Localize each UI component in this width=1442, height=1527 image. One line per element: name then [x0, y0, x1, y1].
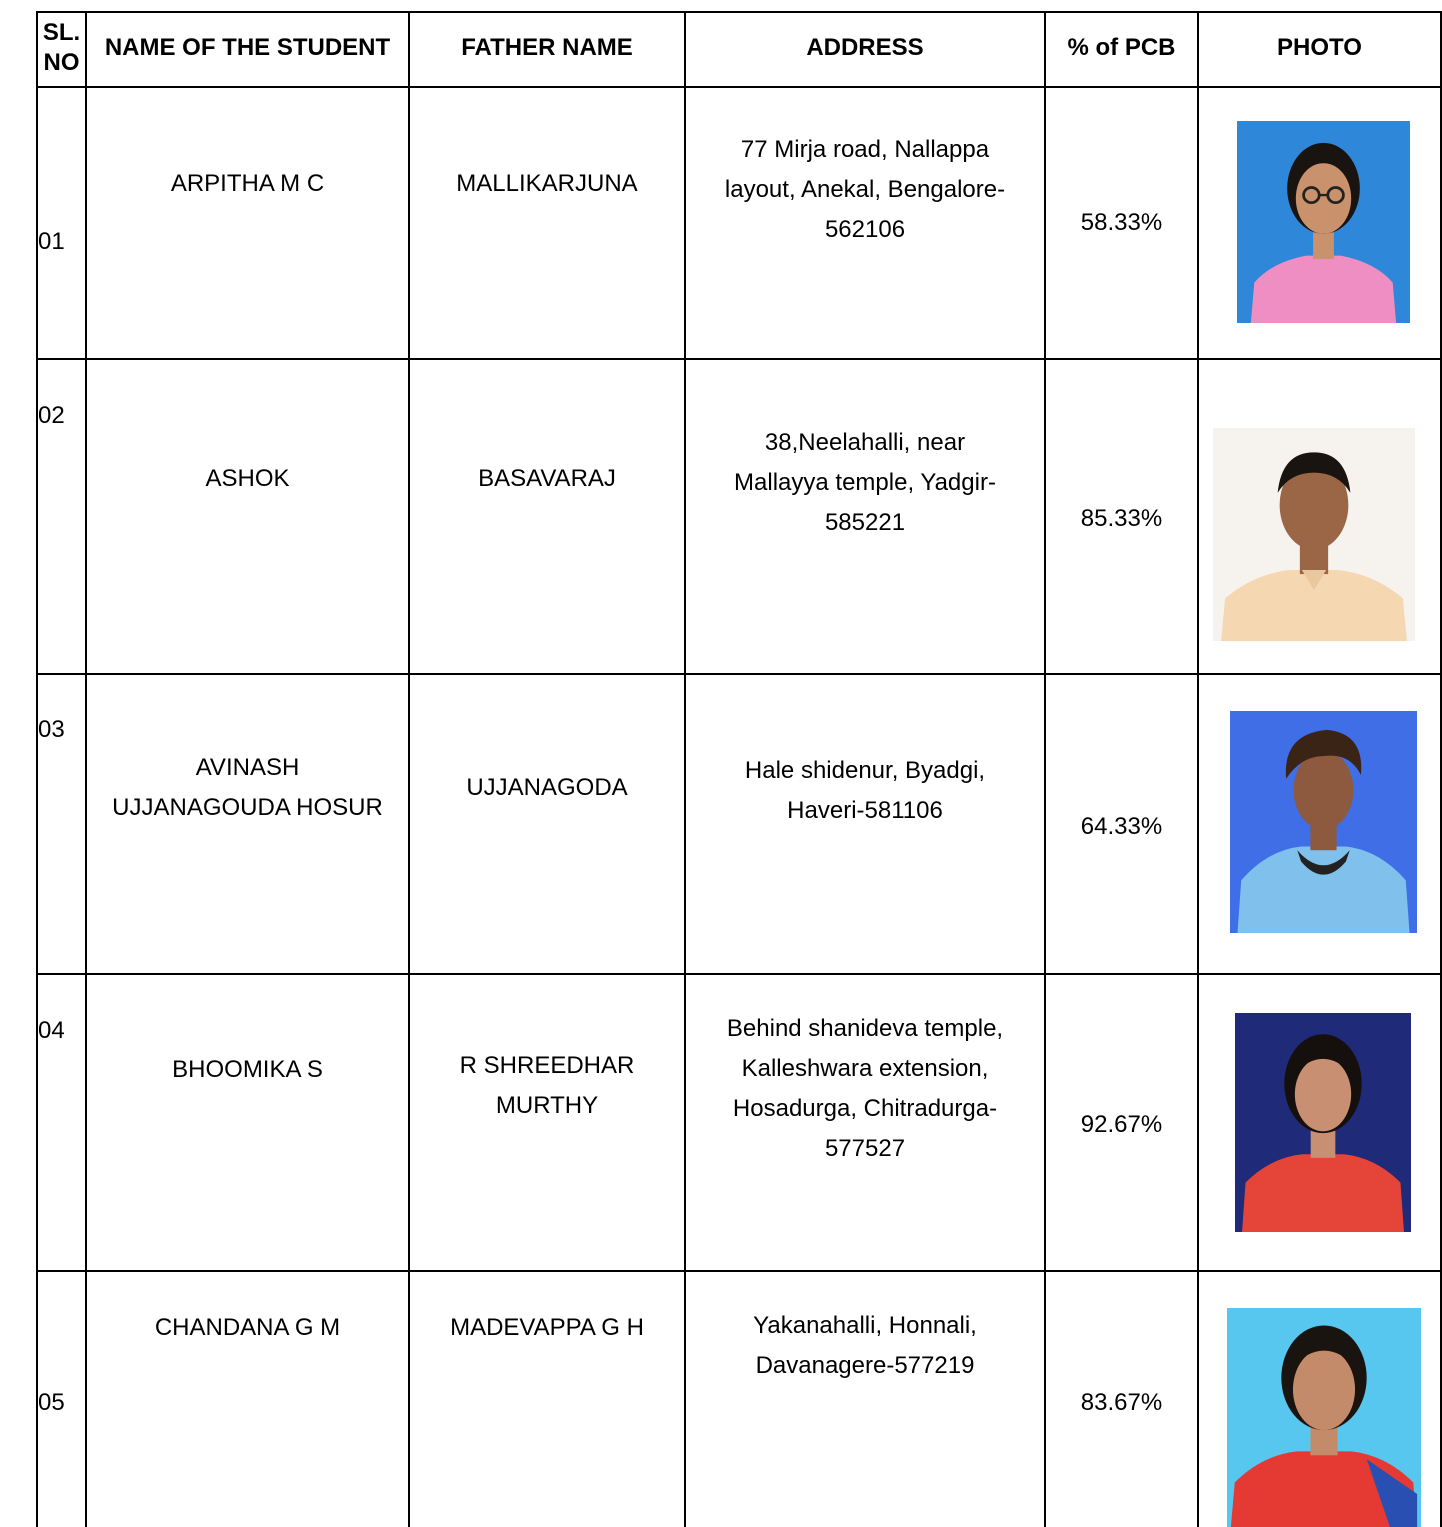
father-name-cell [410, 768, 684, 808]
father-name-line: MADEVAPPA G H [450, 1314, 644, 1341]
sl-no-cell: 03 [38, 716, 65, 743]
address-line: Hosadurga, Chitradurga- [732, 1095, 998, 1122]
father-name-line: R SHREEDHAR [459, 1052, 635, 1079]
student-name-line: AVINASH [195, 754, 300, 781]
pcb-percent-cell: 92.67% [1080, 1111, 1163, 1138]
address-line: Behind shanideva temple, [726, 1015, 1004, 1042]
student-photo-icon [1227, 1308, 1421, 1527]
header-address: ADDRESS [806, 34, 924, 61]
table-border [36, 673, 1442, 675]
header-sl-no [38, 18, 85, 78]
header-student-name: NAME OF THE STUDENT [104, 34, 391, 61]
father-name-cell [410, 459, 684, 499]
pcb-percent-cell: 83.67% [1080, 1389, 1163, 1416]
address-cell [686, 751, 1044, 831]
table-border [36, 358, 1442, 360]
pcb-percent-cell: 58.33% [1080, 209, 1163, 236]
header-pcb-percent: % of PCB [1067, 34, 1176, 61]
address-line: 577527 [824, 1135, 906, 1162]
address-line: Yakanahalli, Honnali, [753, 1312, 977, 1339]
table-border [1197, 11, 1199, 1527]
sl-no-cell: 04 [38, 1017, 65, 1044]
father-name-line: UJJANAGODA [466, 774, 628, 801]
father-name-cell [410, 1046, 684, 1126]
address-cell [686, 423, 1044, 543]
student-name-cell [87, 459, 408, 499]
address-cell [686, 1306, 1044, 1386]
student-photo-icon [1213, 428, 1415, 641]
table-border [36, 86, 1442, 88]
table-border [36, 973, 1442, 975]
address-line: 562106 [824, 216, 906, 243]
pcb-percent-cell: 64.33% [1080, 813, 1163, 840]
father-name-cell [410, 164, 684, 204]
address-line: Mallayya temple, Yadgir- [734, 469, 996, 496]
address-line: 77 Mirja road, Nallappa [740, 136, 990, 163]
father-name-cell [410, 1308, 684, 1348]
address-line: Haveri-581106 [787, 797, 943, 824]
student-name-cell [87, 164, 408, 204]
student-photo-icon [1235, 1013, 1411, 1232]
address-line: Hale shidenur, Byadgi, [744, 757, 986, 784]
header-sl-no-line: SL. [42, 19, 81, 46]
student-photo-icon [1237, 121, 1410, 323]
father-name-line: BASAVARAJ [478, 465, 616, 492]
address-cell [686, 130, 1044, 250]
sl-no-cell: 02 [38, 402, 65, 429]
pcb-percent-cell: 85.33% [1080, 505, 1163, 532]
father-name-line: MALLIKARJUNA [456, 170, 638, 197]
student-photo-icon [1230, 711, 1417, 933]
student-name-cell [87, 748, 408, 828]
sl-no-cell: 05 [38, 1389, 65, 1416]
address-line: layout, Anekal, Bengalore- [724, 176, 1006, 203]
address-line: 38,Neelahalli, near [764, 429, 966, 456]
student-name-line: ARPITHA M C [170, 170, 325, 197]
student-name-line: BHOOMIKA S [172, 1056, 323, 1083]
student-name-cell [87, 1308, 408, 1348]
address-line: 585221 [824, 509, 906, 536]
header-sl-no-line: NO [43, 49, 80, 76]
address-cell [686, 1009, 1044, 1169]
sl-no-cell: 01 [38, 228, 65, 255]
address-line: Kalleshwara extension, [741, 1055, 989, 1082]
table-border [36, 1270, 1442, 1272]
father-name-line: MURTHY [495, 1092, 599, 1119]
student-name-line: CHANDANA G M [154, 1314, 341, 1341]
address-line: Davanagere-577219 [755, 1352, 975, 1379]
student-name-line: ASHOK [205, 465, 290, 492]
header-father-name: FATHER NAME [461, 34, 633, 61]
table-border [36, 11, 1442, 13]
header-photo: PHOTO [1277, 34, 1362, 61]
student-name-line: UJJANAGOUDA HOSUR [112, 794, 383, 821]
student-name-cell [87, 1050, 408, 1090]
